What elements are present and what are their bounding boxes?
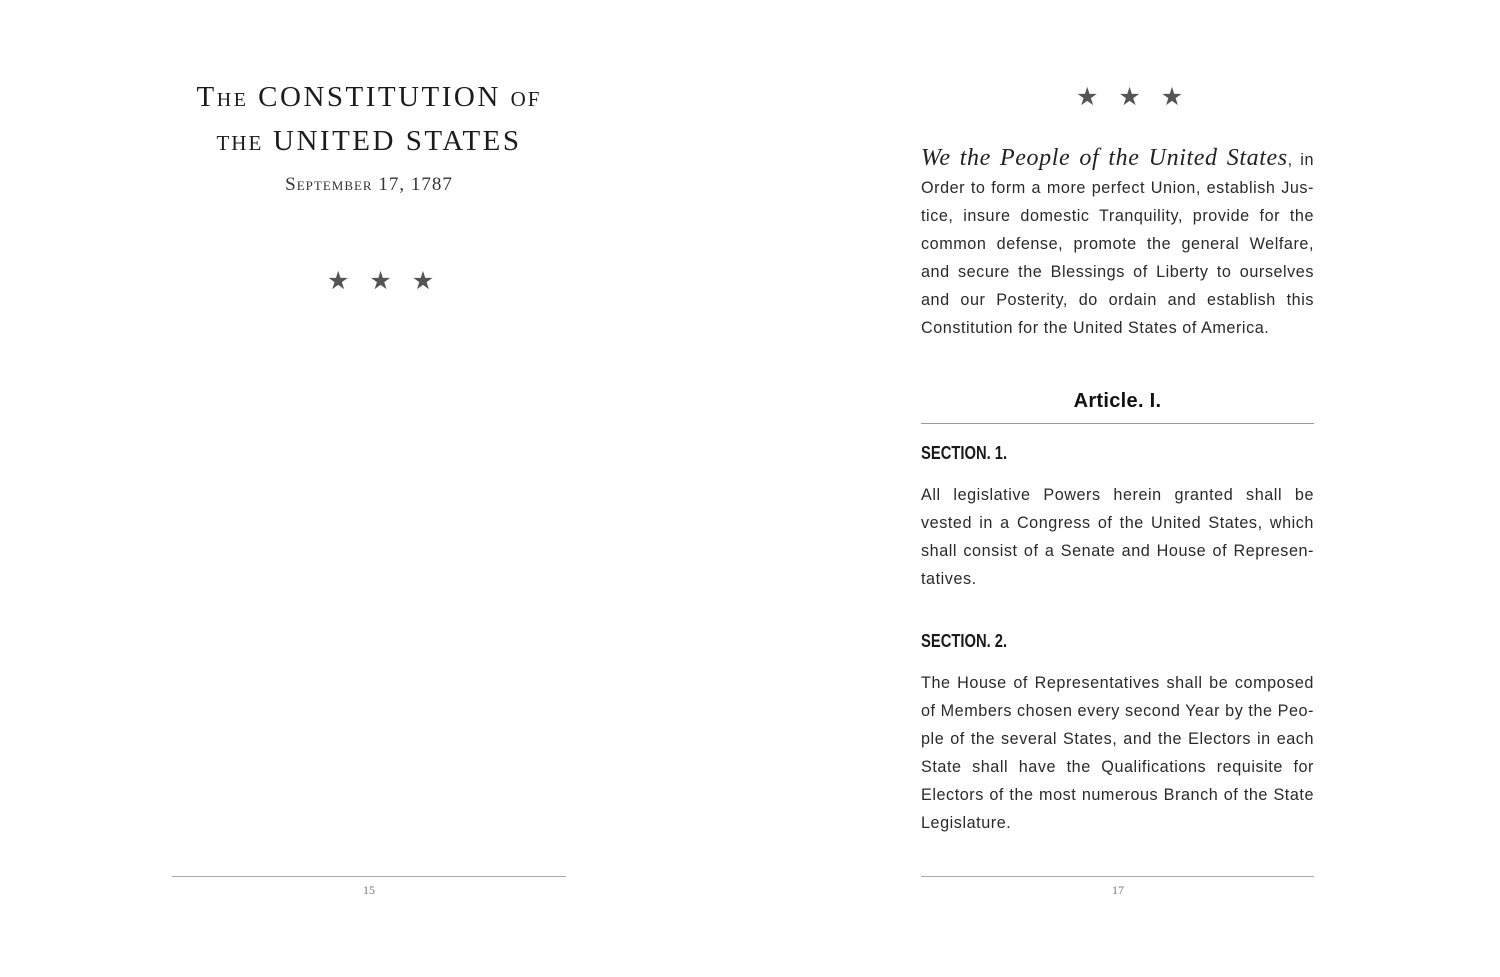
section-text: The House of Representatives shall be composed of Members chosen every second Year by the Peo-ple of the several States, and the Electors in each State shall have the Qualifications requisite for Electors of the most numerous Branch of the State Legislature.	[921, 674, 1314, 832]
star-ornament-icon: ★ ★ ★	[1076, 82, 1190, 111]
title-word-united-states: UNITED STATES	[273, 125, 522, 157]
section-heading: SECTION. 2.	[921, 631, 1008, 651]
date-month: September	[285, 174, 373, 195]
page-number: 17	[1112, 883, 1124, 897]
title-line-1	[172, 76, 566, 120]
right-page	[750, 0, 1500, 977]
title-word-constitution: CONSTITUTION	[258, 81, 501, 113]
article-divider	[921, 423, 1314, 424]
preamble-text: , in Order to form a more perfect Union, establish Jus-tice, insure domestic Tranquility, provide for the common defense, promote the general Welfare, and secure the Blessings of Liberty to ourselves and our Posterity, do ordain and establish this Constitution for the United States of America.	[921, 151, 1315, 337]
page-number: 15	[363, 883, 375, 897]
title-word-the: The	[196, 81, 249, 113]
footer-divider	[921, 876, 1314, 877]
title-line-2	[172, 120, 566, 164]
document-title	[172, 76, 566, 196]
preamble	[921, 144, 1314, 342]
section-text: All legislative Powers herein granted shall be vested in a Congress of the United States, which shall consist of a Senate and House of Represen-tatives.	[921, 486, 1314, 588]
section-heading: SECTION. 1.	[921, 443, 1008, 463]
preamble-lead: We the People of the United States	[921, 145, 1288, 171]
footer-divider	[172, 876, 566, 877]
title-word-the-2: THE	[216, 131, 264, 155]
star-ornament-icon: ★ ★ ★	[327, 266, 441, 295]
title-word-of: OF	[510, 87, 542, 111]
article-heading: Article. I.	[1073, 390, 1162, 412]
date-day-year: 17, 1787	[378, 174, 453, 195]
document-date	[172, 174, 566, 196]
